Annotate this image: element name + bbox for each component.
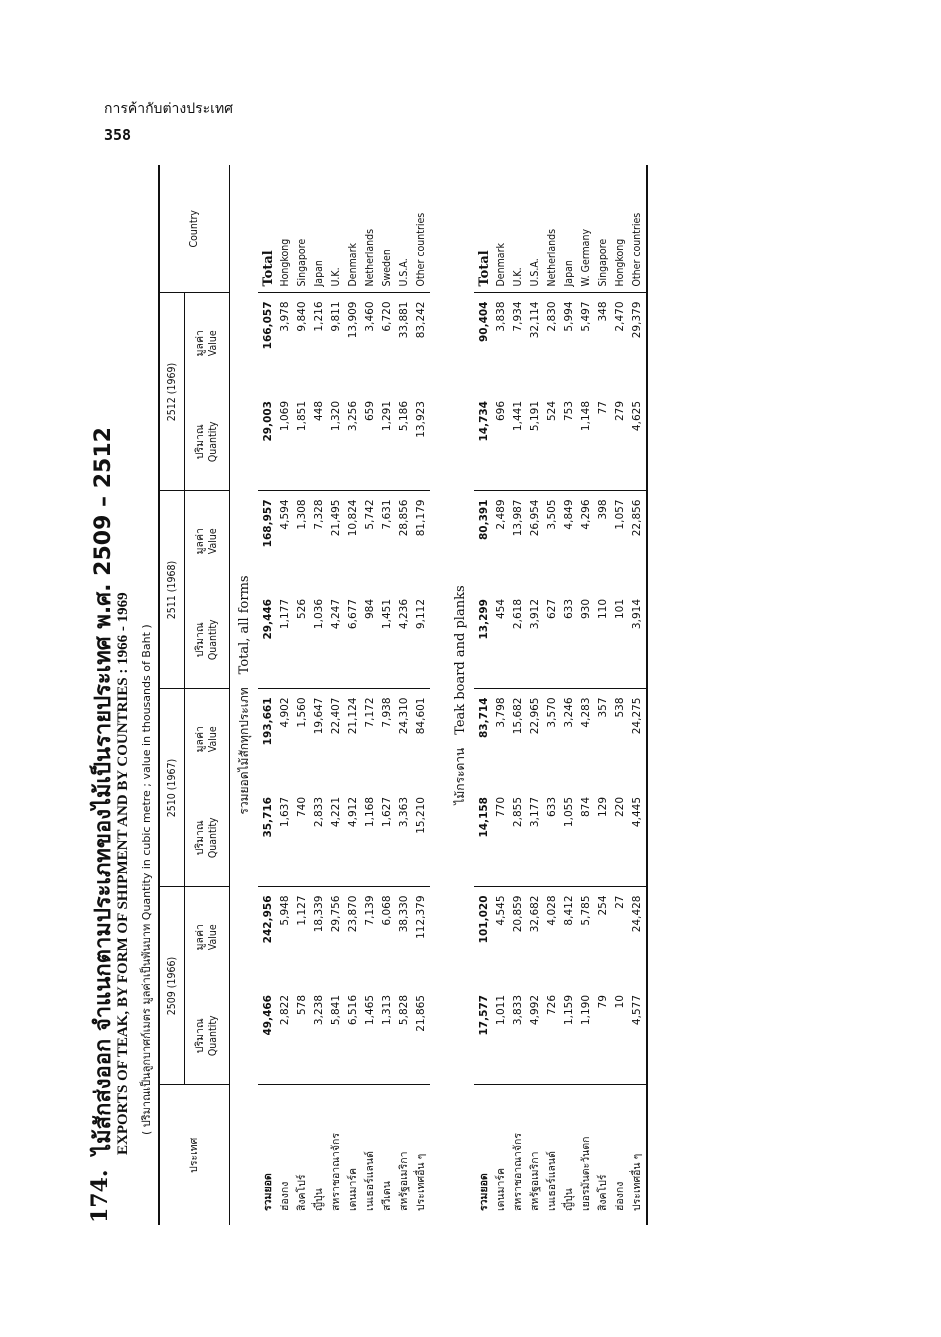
- value-cell: 254: [597, 895, 609, 916]
- running-head: การค้ากับต่างประเทศ: [104, 101, 234, 117]
- quantity-cell: 35,716: [258, 789, 277, 887]
- value-cell: 26,954: [529, 499, 541, 537]
- header-quantity: [185, 987, 230, 1085]
- quantity-cell: 5,841: [328, 987, 345, 1085]
- country-english: Denmark: [493, 165, 510, 293]
- country-thai: เดนมาร์ค: [495, 1167, 507, 1211]
- quantity-cell: 526: [294, 591, 311, 689]
- country-thai: สิงคโปร์: [296, 1174, 308, 1211]
- value-cell: 7,934: [512, 301, 524, 332]
- quantity-cell: 753: [561, 393, 578, 491]
- quantity-cell: 2,855: [510, 789, 527, 887]
- header-year-2509: 2509 (1966): [159, 887, 185, 1085]
- country-english: Hongkong: [277, 165, 294, 293]
- total-row: [258, 165, 277, 1225]
- country-english: U.K.: [510, 165, 527, 293]
- value-cell: 9,840: [296, 301, 308, 332]
- table-row: [527, 165, 544, 1225]
- quantity-cell: 3,363: [396, 789, 413, 887]
- value-cell: 90,404: [478, 301, 490, 343]
- quantity-cell: 696: [493, 393, 510, 491]
- quantity-cell: 1,190: [578, 987, 595, 1085]
- quantity-cell: 3,914: [629, 591, 647, 689]
- value-cell: 398: [597, 499, 609, 520]
- quantity-cell: 10: [612, 987, 629, 1085]
- quantity-cell: 627: [544, 591, 561, 689]
- table-row: [544, 165, 561, 1225]
- quantity-cell: 3,177: [527, 789, 544, 887]
- section-label: [230, 165, 259, 1225]
- value-cell: 84,601: [415, 697, 427, 735]
- value-cell: 32,114: [529, 301, 541, 339]
- value-cell: 3,505: [546, 499, 558, 530]
- header-qty-english: Quantity: [207, 421, 219, 463]
- quantity-cell: 3,833: [510, 987, 527, 1085]
- quantity-cell: 633: [561, 591, 578, 689]
- value-cell: 7,139: [364, 895, 376, 926]
- country-thai: เดนมาร์ค: [347, 1167, 359, 1211]
- quantity-cell: 17,577: [474, 987, 493, 1085]
- header-qty-english: Quantity: [207, 619, 219, 661]
- value-cell: 5,742: [364, 499, 376, 530]
- quantity-cell: 1,177: [277, 591, 294, 689]
- country-english: Singapore: [595, 165, 612, 293]
- value-cell: 27: [614, 895, 626, 909]
- header-val-english: Value: [207, 924, 219, 951]
- quantity-cell: 1,637: [277, 789, 294, 887]
- quantity-cell: 1,320: [328, 393, 345, 491]
- quantity-cell: 1,159: [561, 987, 578, 1085]
- country-english: Netherlands: [544, 165, 561, 293]
- header-year-2511: 2511 (1968): [159, 491, 185, 689]
- quantity-cell: 1,313: [379, 987, 396, 1085]
- quantity-cell: 4,992: [527, 987, 544, 1085]
- quantity-cell: 79: [595, 987, 612, 1085]
- country-thai: ญี่ปุ่น: [313, 1188, 325, 1211]
- value-cell: 168,957: [262, 499, 274, 548]
- quantity-cell: 2,822: [277, 987, 294, 1085]
- section-label-english: Total, all forms: [236, 575, 252, 675]
- section-all-forms: [230, 165, 447, 1225]
- teak-exports-table: [158, 165, 648, 1225]
- quantity-cell: 1,451: [379, 591, 396, 689]
- quantity-cell: 4,577: [629, 987, 647, 1085]
- value-cell: 5,948: [279, 895, 291, 926]
- value-cell: 2,470: [614, 301, 626, 332]
- quantity-cell: 3,256: [345, 393, 362, 491]
- country-english: Japan: [561, 165, 578, 293]
- value-cell: 112,379: [415, 895, 427, 939]
- value-cell: 6,068: [381, 895, 393, 926]
- header-qty-english: Quantity: [207, 1015, 219, 1057]
- quantity-cell: 1,055: [561, 789, 578, 887]
- rotated-table-block: [85, 165, 857, 1225]
- country-english: Denmark: [345, 165, 362, 293]
- table-row: [311, 165, 328, 1225]
- spacer-cell: [430, 165, 446, 1225]
- header-val-thai: มูลค่า: [194, 528, 206, 555]
- table-number: 174.: [87, 1169, 113, 1223]
- quantity-cell: 4,221: [328, 789, 345, 887]
- table-row: [379, 165, 396, 1225]
- header-year-2510: 2510 (1967): [159, 689, 185, 887]
- value-cell: 5,994: [563, 301, 575, 332]
- total-row: [474, 165, 493, 1225]
- header-qty-thai: ปริมาณ: [194, 424, 206, 460]
- quantity-cell: 101: [612, 591, 629, 689]
- quantity-cell: 2,833: [311, 789, 328, 887]
- country-english: Sweden: [379, 165, 396, 293]
- value-cell: 4,283: [580, 697, 592, 728]
- quantity-cell: 13,299: [474, 591, 493, 689]
- value-cell: 4,028: [546, 895, 558, 926]
- quantity-cell: 874: [578, 789, 595, 887]
- table-row: [362, 165, 379, 1225]
- table-row: [413, 165, 430, 1225]
- quantity-cell: 524: [544, 393, 561, 491]
- country-thai: ญี่ปุ่น: [563, 1188, 575, 1211]
- quantity-cell: 740: [294, 789, 311, 887]
- value-cell: 4,902: [279, 697, 291, 728]
- header-quantity: [185, 591, 230, 689]
- value-cell: 166,057: [262, 301, 274, 350]
- quantity-cell: 770: [493, 789, 510, 887]
- value-cell: 193,661: [262, 697, 274, 746]
- header-country-english: Country: [159, 165, 230, 293]
- value-cell: 3,246: [563, 697, 575, 728]
- header-qty-thai: ปริมาณ: [194, 622, 206, 658]
- header-quantity: [185, 789, 230, 887]
- value-cell: 2,489: [495, 499, 507, 530]
- value-cell: 38,330: [398, 895, 410, 933]
- quantity-cell: 1,291: [379, 393, 396, 491]
- quantity-cell: 77: [595, 393, 612, 491]
- value-cell: 20,859: [512, 895, 524, 933]
- value-cell: 1,057: [614, 499, 626, 530]
- header-qty-thai: ปริมาณ: [194, 820, 206, 856]
- quantity-cell: 14,734: [474, 393, 493, 491]
- header-value: [185, 887, 230, 987]
- header-year-2512: 2512 (1969): [159, 293, 185, 491]
- country-english: Singapore: [294, 165, 311, 293]
- value-cell: 22,856: [629, 491, 647, 591]
- value-cell: 3,798: [495, 697, 507, 728]
- value-cell: 29,756: [330, 895, 342, 933]
- quantity-cell: 1,036: [311, 591, 328, 689]
- quantity-cell: 578: [294, 987, 311, 1085]
- value-cell: 28,856: [398, 499, 410, 537]
- table-row: [396, 165, 413, 1225]
- quantity-cell: 29,446: [258, 591, 277, 689]
- quantity-cell: 14,158: [474, 789, 493, 887]
- value-cell: 24,275: [629, 689, 647, 789]
- value-cell: 4,849: [563, 499, 575, 530]
- table-title-thai: ไม้สักส่งออก จำแนกตามประเภทของไม้เป็นรายประเทศ พ.ศ. 2509 – 2512: [91, 427, 116, 1155]
- country-english: Other countries: [629, 165, 647, 293]
- country-english: Netherlands: [362, 165, 379, 293]
- value-cell: 13,987: [512, 499, 524, 537]
- quantity-cell: 220: [612, 789, 629, 887]
- value-cell: 3,570: [546, 697, 558, 728]
- country-thai: ฮ่องกง: [614, 1181, 626, 1211]
- header-val-thai: มูลค่า: [194, 330, 206, 357]
- quantity-cell: 21,865: [413, 987, 430, 1085]
- value-cell: 24,428: [629, 887, 647, 987]
- quantity-cell: 1,441: [510, 393, 527, 491]
- quantity-cell: 5,186: [396, 393, 413, 491]
- header-country-thai: ประเทศ: [159, 1085, 230, 1225]
- country-thai: ประเทศอื่น ๆ: [629, 1085, 647, 1225]
- country-thai: สหรัฐอเมริกา: [529, 1151, 541, 1211]
- quantity-cell: 4,445: [629, 789, 647, 887]
- value-cell: 1,216: [313, 301, 325, 332]
- value-cell: 6,720: [381, 301, 393, 332]
- value-cell: 21,124: [347, 697, 359, 735]
- quantity-cell: 4,912: [345, 789, 362, 887]
- quantity-cell: 110: [595, 591, 612, 689]
- value-cell: 4,545: [495, 895, 507, 926]
- value-cell: 33,881: [398, 301, 410, 339]
- value-cell: 8,412: [563, 895, 575, 926]
- section-label-row: [230, 165, 259, 1225]
- country-thai: รวมยอด: [262, 1173, 274, 1211]
- header-val-thai: มูลค่า: [194, 924, 206, 951]
- country-thai: ประเทศอื่น ๆ: [415, 1153, 427, 1211]
- value-cell: 538: [614, 697, 626, 718]
- header-qty-thai: ปริมาณ: [194, 1018, 206, 1054]
- quantity-cell: 633: [544, 789, 561, 887]
- section-label-row: [446, 165, 474, 1225]
- quantity-cell: 5,191: [527, 393, 544, 491]
- section-label-english: Teak board and planks: [452, 585, 468, 735]
- country-english: Total: [258, 165, 277, 293]
- country-thai: ฮ่องกง: [279, 1181, 291, 1211]
- value-cell: 10,824: [347, 499, 359, 537]
- quantity-cell: 15,210: [413, 789, 430, 887]
- section-label-thai: รวมยอดไม้สักทุกประเภท: [236, 687, 251, 815]
- value-cell: 7,631: [381, 499, 393, 530]
- country-thai: รวมยอด: [478, 1173, 490, 1211]
- value-cell: 18,339: [313, 895, 325, 933]
- value-cell: 242,956: [262, 895, 274, 944]
- table-title-english: EXPORTS OF TEAK, BY FORM OF SHIPMENT AND BY COUNTRIES : 1966 - 1969: [115, 592, 131, 1155]
- country-english: Total: [474, 165, 493, 293]
- table-row: [510, 165, 527, 1225]
- country-thai: สหราชอาณาจักร: [330, 1133, 342, 1211]
- section-label-thai: ไม้กระดาน: [452, 747, 467, 805]
- value-cell: 7,328: [313, 499, 325, 530]
- value-cell: 15,682: [512, 697, 524, 735]
- value-cell: 22,965: [529, 697, 541, 735]
- value-cell: 348: [597, 301, 609, 322]
- country-thai: สวีเดน: [381, 1181, 393, 1211]
- quantity-cell: 1,011: [493, 987, 510, 1085]
- value-cell: 23,870: [347, 895, 359, 933]
- quantity-cell: 984: [362, 591, 379, 689]
- header-value: [185, 491, 230, 591]
- header-val-english: Value: [207, 330, 219, 357]
- value-cell: 83,242: [415, 301, 427, 339]
- value-cell: 21,495: [330, 499, 342, 537]
- table-row: [578, 165, 595, 1225]
- quantity-cell: 726: [544, 987, 561, 1085]
- value-cell: 5,497: [580, 301, 592, 332]
- value-cell: 9,811: [330, 301, 342, 332]
- table-row: [345, 165, 362, 1225]
- value-cell: 4,594: [279, 499, 291, 530]
- country-english: Other countries: [413, 165, 430, 293]
- value-cell: 83,714: [478, 697, 490, 739]
- quantity-cell: 1,465: [362, 987, 379, 1085]
- value-cell: 29,379: [629, 293, 647, 393]
- country-english: Japan: [311, 165, 328, 293]
- quantity-cell: 13,923: [413, 393, 430, 491]
- table-row: [612, 165, 629, 1225]
- quantity-cell: 6,677: [345, 591, 362, 689]
- header-val-thai: มูลค่า: [194, 726, 206, 753]
- country-thai: เนเธอร์แลนด์: [546, 1151, 558, 1211]
- quantity-cell: 1,627: [379, 789, 396, 887]
- value-cell: 4,296: [580, 499, 592, 530]
- header-value: [185, 293, 230, 393]
- section-label: [446, 165, 474, 1225]
- table-row: [629, 165, 647, 1225]
- header-val-english: Value: [207, 528, 219, 555]
- quantity-cell: 129: [595, 789, 612, 887]
- table-row: [493, 165, 510, 1225]
- country-thai: สหราชอาณาจักร: [512, 1133, 524, 1211]
- quantity-cell: 279: [612, 393, 629, 491]
- quantity-cell: 3,238: [311, 987, 328, 1085]
- value-cell: 3,460: [364, 301, 376, 332]
- value-cell: 1,308: [296, 499, 308, 530]
- country-thai: เยอรมันตะวันตก: [580, 1136, 592, 1211]
- quantity-cell: 659: [362, 393, 379, 491]
- table-row: [277, 165, 294, 1225]
- value-cell: 1,127: [296, 895, 308, 926]
- value-cell: 7,172: [364, 697, 376, 728]
- header-quantity: [185, 393, 230, 491]
- quantity-cell: 454: [493, 591, 510, 689]
- quantity-cell: 3,912: [527, 591, 544, 689]
- country-thai: สิงคโปร์: [597, 1174, 609, 1211]
- quantity-cell: 1,069: [277, 393, 294, 491]
- value-cell: 13,909: [347, 301, 359, 339]
- value-cell: 3,838: [495, 301, 507, 332]
- spacer-row: [430, 165, 446, 1225]
- table-row: [595, 165, 612, 1225]
- header-value: [185, 689, 230, 789]
- page-number: 358: [104, 126, 132, 144]
- country-english: U.K.: [328, 165, 345, 293]
- value-cell: 101,020: [478, 895, 490, 944]
- country-english: W. Germany: [578, 165, 595, 293]
- value-cell: 80,391: [478, 499, 490, 541]
- quantity-cell: 1,851: [294, 393, 311, 491]
- quantity-cell: 49,466: [258, 987, 277, 1085]
- quantity-cell: 6,516: [345, 987, 362, 1085]
- quantity-cell: 4,625: [629, 393, 647, 491]
- quantity-cell: 4,236: [396, 591, 413, 689]
- value-cell: 357: [597, 697, 609, 718]
- quantity-cell: 5,828: [396, 987, 413, 1085]
- value-cell: 24,310: [398, 697, 410, 735]
- country-thai: สหรัฐอเมริกา: [398, 1151, 410, 1211]
- quantity-cell: 2,618: [510, 591, 527, 689]
- value-cell: 7,938: [381, 697, 393, 728]
- country-english: Hongkong: [612, 165, 629, 293]
- quantity-cell: 4,247: [328, 591, 345, 689]
- header-qty-english: Quantity: [207, 817, 219, 859]
- quantity-cell: 448: [311, 393, 328, 491]
- country-english: U.S.A.: [396, 165, 413, 293]
- quantity-cell: 9,112: [413, 591, 430, 689]
- value-cell: 3,978: [279, 301, 291, 332]
- value-cell: 32,682: [529, 895, 541, 933]
- quantity-cell: 1,148: [578, 393, 595, 491]
- quantity-cell: 1,168: [362, 789, 379, 887]
- quantity-cell: 930: [578, 591, 595, 689]
- country-thai: เนเธอร์แลนด์: [364, 1151, 376, 1211]
- section-board-planks: [446, 165, 647, 1225]
- value-cell: 19,647: [313, 697, 325, 735]
- value-cell: 5,785: [580, 895, 592, 926]
- value-cell: 1,560: [296, 697, 308, 728]
- value-cell: 22,407: [330, 697, 342, 735]
- quantity-cell: 29,003: [258, 393, 277, 491]
- table-row: [561, 165, 578, 1225]
- country-english: U.S.A.: [527, 165, 544, 293]
- value-cell: 2,830: [546, 301, 558, 332]
- unit-note: ( ปริมาณเป็นลูกบาศก์เมตร มูลค่าเป็นพันบาท Quantity in cubic metre ; value in thousands of Baht ): [140, 624, 153, 1135]
- value-cell: 81,179: [415, 499, 427, 537]
- header-val-english: Value: [207, 726, 219, 753]
- table-row: [328, 165, 345, 1225]
- table-row: [294, 165, 311, 1225]
